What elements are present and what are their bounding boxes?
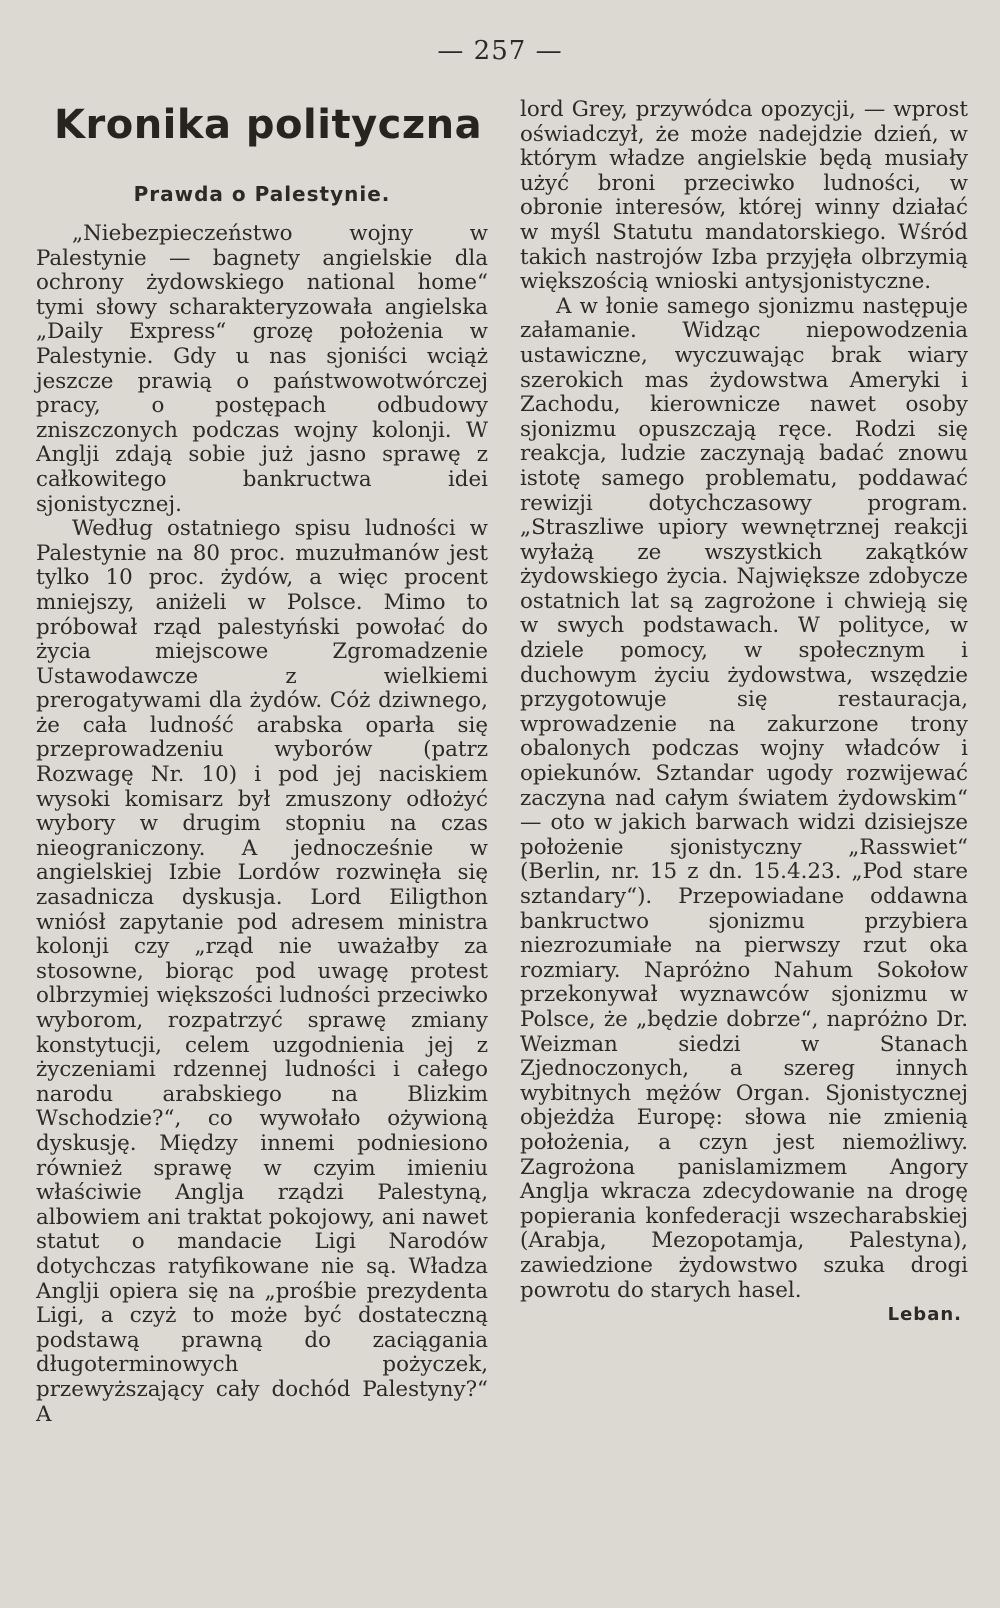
paragraph: Według ostatniego spisu ludności w Palestynie na 80 proc. muzułmanów jest tylko 10 proc. żydów, a więc procent mniejszy, aniżeli w Polsce. Mimo to próbował rząd palestyński powołać do życia miejscowe Zgromadzenie Ustawodawcze z wielkiemi prerogatywami dla żydów. Cóż dziwnego, że cała ludność arabska oparła się przeprowadzeniu wyborów (patrz Rozwagę Nr. 10) i pod jej naciskiem wysoki komisarz był zmuszony odłożyć wybory w drugim stopniu na czas nieograniczony. A jednocześnie w angielskiej Izbie Lordów rozwinęła się zasadnicza dyskusja. Lord Eiligthon wniósł zapytanie pod adresem ministra kolonji czy „rząd nie uważałby za stosowne, biorąc pod uwagę protest olbrzymiej większości ludności przeciwko wyborom, rozpatrzyć sprawę zmiany konstytucji, celem uzgodnienia jej z życzeniami rdzennej ludności i całego narodu arabskiego na Blizkim Wschodzie?“, co wywołało ożywioną dyskusję. Między innemi podniesiono również sprawę w czyim imieniu właściwie Anglja rządzi Palestyną, albowiem ani traktat pokojowy, ani nawet statut o mandacie Ligi Narodów dotychczas ratyfikowane nie są. Władza Anglji opiera się na „prośbie prezydenta Ligi, a czyż to może być dostateczną podstawą prawną do zaciągania długoterminowych pożyczek, przewyższający cały dochód Palestyny?“ A xyxy=(36,516,488,1427)
page-number: — 257 — xyxy=(437,36,563,66)
left-column xyxy=(36,98,488,1427)
paragraph: A w łonie samego sjonizmu następuje załamanie. Widząc niepowodzenia ustawiczne, wyczuwając brak wiary szerokich mas żydowstwa Ameryki i Zachodu, kierownicze nawet osoby sjonizmu opuszczają ręce. Rodzi się reakcja, ludzie zaczynają badać znowu istotę samego problematu, poddawać rewizji dotychczasowy program. „Straszliwe upiory wewnętrznej reakcji wyłażą ze wszystkich zakątków żydowskiego życia. Największe zdobycze ostatnich lat są zagrożone i chwieją się w swych podstawach. W polityce, w dziele pomocy, w społecznym i duchowym życiu żydowstwa, wszędzie przygotowuje się restauracja, wprowadzenie na zakurzone trony obalonych podczas wojny władców i opiekunów. Sztandar ugody rozwijewać zaczyna nad całym światem żydowskim“ — oto w jakich barwach widzi dzisiejsze położenie sjonistyczny „Rasswiet“ (Berlin, nr. 15 z dn. 15.4.23. „Pod stare sztandary“). Przepowiadane oddawna bankructwo sjonizmu przybiera niezrozumiałe na pierwszy rzut oka rozmiary. Napróżno Nahum Sokołow przekonywał wyznawców sjonizmu w Polsce, że „będzie dobrze“, napróżno Dr. Weizman siedzi w Stanach Zjednoczonych, a szereg innych wybitnych mężów Organ. Sjonistycznej objeżdża Europę: słowa nie zmienią położenia, a czyn jest niemożliwy. Zagrożona panislamizmem Angory Anglja wkracza zdecydowanie na drogę popierania konfederacji wszecharabskiej (Arabja, Mezopotamja, Palestyna), zawiedzione żydowstwo szuka drogi powrotu do starych hasel. xyxy=(520,293,968,1303)
right-column xyxy=(520,98,968,1328)
author-signature: Leban. xyxy=(887,1304,962,1326)
article-title: Kronika polityczna xyxy=(54,102,483,148)
article-subtitle: Prawda o Palestynie. xyxy=(133,182,391,206)
paragraph: „Niebezpieczeństwo wojny w Palestynie — bagnety angielskie dla ochrony żydowskiego national home“ tymi słowy scharakteryzowała angielska „Daily Express“ grozę położenia w Palestynie. Gdy u nas sjoniści wciąż jeszcze prawią o państwowotwórczej pracy, o postępach odbudowy zniszczonych podczas wojny kolonji. W Anglji zdają sobie już jasno sprawę z całkowitego bankructwa idei sjonistycznej. xyxy=(36,221,488,517)
paragraph: lord Grey, przywódca opozycji, — wprost oświadczył, że może nadejdzie dzień, w którym władze angielskie będą musiały użyć broni przeciwko ludności, w obronie interesów, której winny działać w myśl Statutu mandatorskiego. Wśród takich nastrojów Izba przyjęła olbrzymią większością wnioski antysjonistyczne. xyxy=(520,97,968,295)
